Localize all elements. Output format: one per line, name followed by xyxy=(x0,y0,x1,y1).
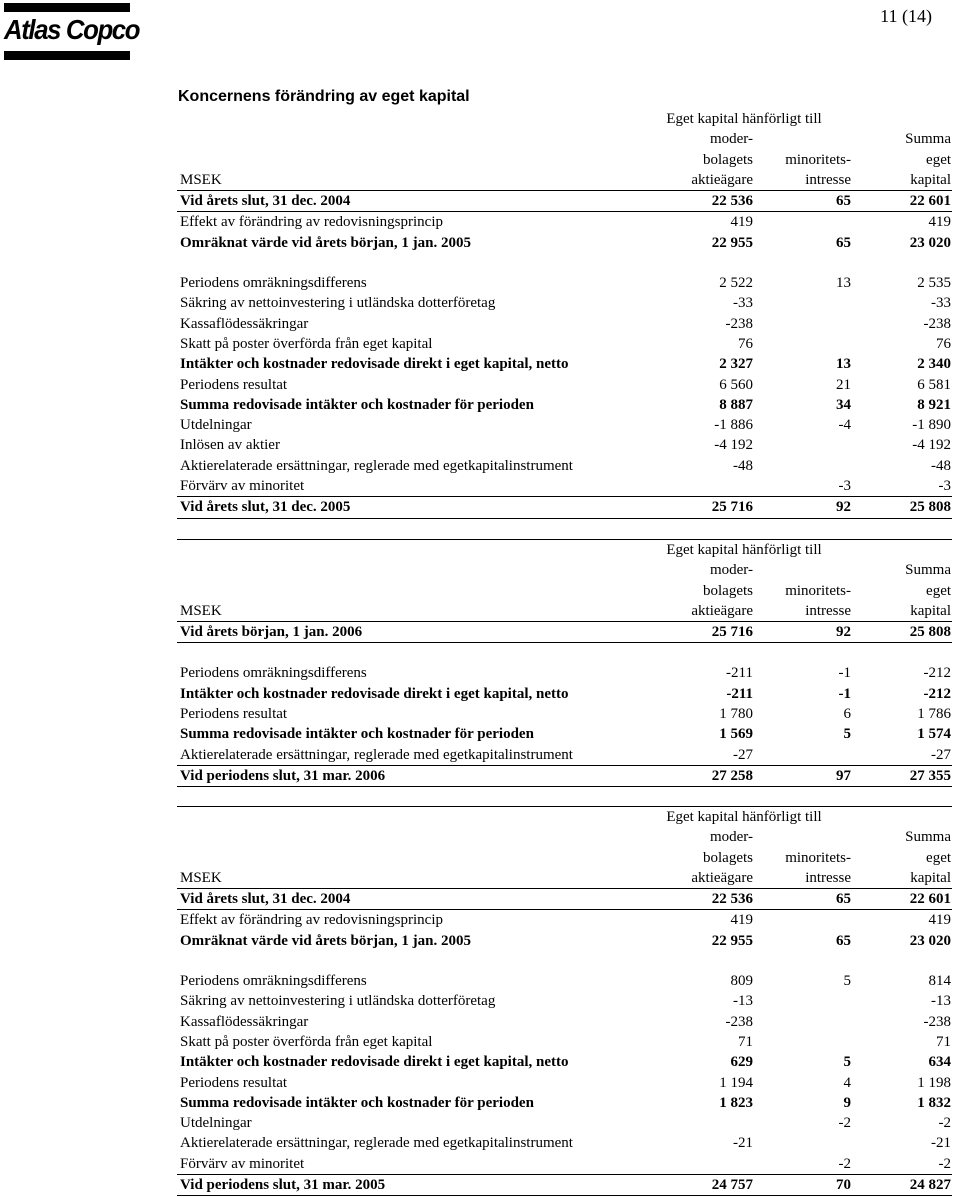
header-minoritet-line2: intresse xyxy=(754,601,852,622)
cell-minoritet xyxy=(754,334,852,354)
cell-summa: 2 340 xyxy=(917,356,952,373)
cell-summa: 22 601 xyxy=(852,191,952,212)
page-number: 11 (14) xyxy=(880,6,932,26)
header-moder-line3: aktieägare xyxy=(636,601,754,622)
table-row xyxy=(177,395,952,415)
cell-minoritet xyxy=(754,1012,852,1032)
header-minoritet-line1: minoritets- xyxy=(785,582,852,599)
header-moder-line1: moder- xyxy=(709,562,753,579)
row-label: Vid årets slut, 31 dec. 2004 xyxy=(177,191,636,212)
cell-summa: 25 808 xyxy=(852,622,952,643)
row-label: Inlösen av aktier xyxy=(180,437,280,454)
cell-summa: 419 xyxy=(928,912,952,929)
cell-summa: 2 535 xyxy=(917,275,952,292)
cell-moder: 24 757 xyxy=(636,1175,754,1196)
cell-summa: 71 xyxy=(936,1033,952,1050)
row-label: Summa redovisade intäkter och kostnader för perioden xyxy=(180,1094,534,1111)
cell-moder xyxy=(636,1154,754,1175)
cell-summa: 23 020 xyxy=(909,234,952,251)
cell-minoritet: 5 xyxy=(843,973,852,990)
cell-minoritet xyxy=(754,293,852,313)
cell-minoritet: -2 xyxy=(838,1115,852,1132)
table-row xyxy=(177,684,952,704)
cell-minoritet: 65 xyxy=(754,191,852,212)
cell-summa: 814 xyxy=(928,973,952,990)
cell-moder: 22 955 xyxy=(711,234,753,251)
header-blank xyxy=(754,129,852,149)
row-label: Kassaflödessäkringar xyxy=(180,1013,309,1030)
table-row xyxy=(177,334,952,354)
header-blank xyxy=(754,560,852,580)
table-row xyxy=(177,354,952,374)
spacer-cell xyxy=(754,951,852,971)
cell-minoritet xyxy=(754,991,852,1011)
spacer-cell xyxy=(177,253,636,273)
cell-moder: 71 xyxy=(738,1033,753,1050)
header-group-title: Eget kapital hänförligt till xyxy=(666,111,822,127)
cell-summa: -33 xyxy=(931,295,952,312)
header-group-title: Eget kapital hänförligt till xyxy=(636,540,852,561)
header-row-line1 xyxy=(177,560,952,580)
table-row xyxy=(177,622,952,643)
header-summa-line1: Summa xyxy=(905,131,952,148)
cell-summa: 1 786 xyxy=(917,706,952,723)
spacer-cell xyxy=(852,253,952,273)
cell-minoritet: 65 xyxy=(836,932,852,949)
header-moder-line1: moder- xyxy=(709,829,753,846)
cell-moder: 629 xyxy=(730,1054,753,1071)
cell-summa: 76 xyxy=(936,335,952,352)
spacer-cell xyxy=(754,643,852,664)
row-label: Vid periodens slut, 31 mar. 2006 xyxy=(177,765,636,786)
cell-moder: -1 886 xyxy=(714,417,753,434)
header-unit: MSEK xyxy=(177,868,636,889)
cell-summa: 25 808 xyxy=(852,497,952,518)
header-moder-line1: moder- xyxy=(709,131,753,148)
cell-moder: -238 xyxy=(725,315,753,332)
header-moder-line3: aktieägare xyxy=(636,170,754,191)
cell-moder: -21 xyxy=(733,1135,753,1152)
cell-minoritet: -2 xyxy=(754,1154,852,1175)
cell-moder: 76 xyxy=(738,335,753,352)
cell-moder: 1 823 xyxy=(719,1094,753,1111)
cell-minoritet xyxy=(754,1032,852,1052)
header-blank xyxy=(177,848,636,868)
cell-summa: 1 574 xyxy=(917,726,952,743)
header-minoritet-line1: minoritets- xyxy=(785,151,852,168)
header-row-line3 xyxy=(177,601,952,622)
table-row xyxy=(177,212,952,233)
row-label: Aktierelaterade ersättningar, reglerade med egetkapitalinstrument xyxy=(180,1135,573,1152)
header-moder-line2: bolagets xyxy=(703,582,753,599)
equity-table-2005 xyxy=(177,109,952,519)
cell-minoritet xyxy=(754,212,852,233)
header-summa-line2: eget xyxy=(926,151,952,168)
table-row xyxy=(177,476,952,497)
cell-moder: -211 xyxy=(726,685,753,702)
spacer-cell xyxy=(636,951,754,971)
cell-moder: 2 522 xyxy=(719,275,753,292)
cell-summa: -2 xyxy=(938,1115,952,1132)
header-row-line1 xyxy=(177,129,952,149)
table-row xyxy=(177,497,952,518)
row-label: Effekt av förändring av redovisningsprincip xyxy=(180,912,443,929)
cell-summa: -238 xyxy=(923,1013,952,1030)
cell-moder: 27 258 xyxy=(636,765,754,786)
header-summa-line2: eget xyxy=(926,582,952,599)
cell-minoritet: 65 xyxy=(754,889,852,910)
cell-minoritet xyxy=(754,910,852,931)
spacer-cell xyxy=(177,643,636,664)
cell-moder: 419 xyxy=(730,912,753,929)
header-row-line3 xyxy=(177,868,952,889)
table-row xyxy=(177,273,952,293)
table-row xyxy=(177,1133,952,1153)
cell-summa: 27 355 xyxy=(852,765,952,786)
cell-minoritet xyxy=(754,745,852,766)
table-row xyxy=(177,910,952,931)
cell-moder: -27 xyxy=(636,745,754,766)
header-minoritet-line1: minoritets- xyxy=(785,849,852,866)
cell-moder: -238 xyxy=(725,1013,753,1030)
cell-minoritet: 65 xyxy=(836,234,852,251)
row-label: Summa redovisade intäkter och kostnader för perioden xyxy=(180,726,534,743)
cell-minoritet xyxy=(754,314,852,334)
cell-summa: -21 xyxy=(931,1135,952,1152)
spacer-cell xyxy=(754,253,852,273)
cell-summa: 6 581 xyxy=(917,376,952,393)
equity-table-2006-q1 xyxy=(177,539,952,787)
cell-summa: -48 xyxy=(931,457,952,474)
cell-minoritet: 92 xyxy=(754,497,852,518)
table-row xyxy=(177,1113,952,1133)
row-label: Effekt av förändring av redovisningsprincip xyxy=(180,214,443,231)
header-row-line1 xyxy=(177,827,952,847)
header-row-group xyxy=(177,109,952,129)
row-label: Periodens resultat xyxy=(180,1074,288,1091)
table-row xyxy=(177,745,952,766)
logo-bar-top xyxy=(4,3,130,12)
table-row xyxy=(177,233,952,253)
table-row xyxy=(177,889,952,910)
row-label: Periodens resultat xyxy=(180,706,288,723)
cell-summa: -13 xyxy=(931,993,952,1010)
cell-minoritet: 21 xyxy=(836,376,852,393)
header-blank xyxy=(177,560,636,580)
table-row xyxy=(177,435,952,455)
spacer-row xyxy=(177,643,952,664)
table-row xyxy=(177,991,952,1011)
header-row-line2 xyxy=(177,848,952,868)
table-row xyxy=(177,971,952,991)
header-minoritet-line2: intresse xyxy=(754,868,852,889)
row-label: Vid årets slut, 31 dec. 2004 xyxy=(177,889,636,910)
header-group-title: Eget kapital hänförligt till xyxy=(636,807,852,828)
header-moder-line2: bolagets xyxy=(703,151,753,168)
table-row xyxy=(177,293,952,313)
table-row xyxy=(177,191,952,212)
cell-moder xyxy=(636,1113,754,1133)
cell-minoritet: -3 xyxy=(754,476,852,497)
header-minoritet-line2: intresse xyxy=(754,170,852,191)
table-row xyxy=(177,1032,952,1052)
table-row xyxy=(177,931,952,951)
page-title: Koncernens förändring av eget kapital xyxy=(178,88,470,105)
header-summa-line3: kapital xyxy=(852,601,952,622)
cell-minoritet: 92 xyxy=(754,622,852,643)
header-unit: MSEK xyxy=(177,170,636,191)
cell-minoritet: 13 xyxy=(836,356,852,373)
spacer-cell xyxy=(852,951,952,971)
row-label: Utdelningar xyxy=(180,1115,252,1132)
row-label: Intäkter och kostnader redovisade direkt i eget kapital, netto xyxy=(180,1054,569,1071)
cell-summa: -238 xyxy=(923,315,952,332)
cell-moder: 6 560 xyxy=(719,376,753,393)
cell-minoritet: 5 xyxy=(843,726,852,743)
cell-summa: -3 xyxy=(852,476,952,497)
row-label: Periodens omräkningsdifferens xyxy=(180,973,367,990)
row-label: Vid årets början, 1 jan. 2006 xyxy=(177,622,636,643)
cell-summa: 8 921 xyxy=(917,396,952,413)
cell-moder: 22 536 xyxy=(636,889,754,910)
cell-minoritet: 97 xyxy=(754,765,852,786)
header-blank xyxy=(852,807,952,828)
cell-moder: 2 327 xyxy=(719,356,753,373)
row-label: Periodens omräkningsdifferens xyxy=(180,275,367,292)
row-label: Summa redovisade intäkter och kostnader för perioden xyxy=(180,396,534,413)
cell-moder: -33 xyxy=(733,295,753,312)
cell-summa: 1 832 xyxy=(917,1094,952,1111)
header-blank xyxy=(852,540,952,561)
cell-summa: -212 xyxy=(923,665,952,682)
cell-summa: -1 890 xyxy=(912,417,952,434)
cell-moder: 8 887 xyxy=(719,396,753,413)
cell-summa: 24 827 xyxy=(852,1175,952,1196)
header-row-group xyxy=(177,540,952,561)
header-blank xyxy=(177,827,636,847)
cell-summa: 23 020 xyxy=(909,932,952,949)
table-row xyxy=(177,415,952,435)
row-label: Omräknat värde vid årets början, 1 jan. 2005 xyxy=(180,234,471,251)
table-row xyxy=(177,1093,952,1113)
logo-bar-bottom xyxy=(4,51,130,60)
table-row xyxy=(177,1052,952,1072)
cell-minoritet: 9 xyxy=(843,1094,852,1111)
table-row xyxy=(177,724,952,744)
header-row-line2 xyxy=(177,150,952,170)
cell-minoritet: 6 xyxy=(843,706,852,723)
row-label: Aktierelaterade ersättningar, reglerade med egetkapitalinstrument xyxy=(177,745,636,766)
cell-minoritet: -4 xyxy=(838,417,852,434)
cell-moder: -4 192 xyxy=(714,437,753,454)
header-summa-line1: Summa xyxy=(905,562,952,579)
header-blank xyxy=(177,807,636,828)
table-row xyxy=(177,1175,952,1196)
header-summa-line1: Summa xyxy=(905,829,952,846)
equity-table-2005-q1 xyxy=(177,806,952,1196)
table-row xyxy=(177,765,952,786)
cell-moder: 22 955 xyxy=(711,932,753,949)
header-blank xyxy=(177,129,636,149)
cell-summa: -2 xyxy=(852,1154,952,1175)
cell-moder: -211 xyxy=(726,665,753,682)
spacer-cell xyxy=(636,253,754,273)
row-label: Säkring av nettoinvestering i utländska dotterföretag xyxy=(180,295,496,312)
row-label: Utdelningar xyxy=(180,417,252,434)
cell-minoritet: 13 xyxy=(836,275,852,292)
cell-moder: 419 xyxy=(730,214,753,231)
cell-minoritet xyxy=(754,456,852,476)
spacer-cell xyxy=(636,643,754,664)
cell-moder: 1 780 xyxy=(719,706,753,723)
row-label: Periodens omräkningsdifferens xyxy=(180,665,367,682)
table-row xyxy=(177,314,952,334)
cell-moder: 25 716 xyxy=(636,497,754,518)
header-row-line2 xyxy=(177,581,952,601)
header-blank xyxy=(754,827,852,847)
cell-summa: -212 xyxy=(923,685,952,702)
table-row xyxy=(177,1154,952,1175)
table-row xyxy=(177,663,952,683)
row-label: Skatt på poster överförda från eget kapital xyxy=(180,335,433,352)
header-unit: MSEK xyxy=(177,601,636,622)
table-row xyxy=(177,456,952,476)
cell-moder: 1 569 xyxy=(719,726,753,743)
row-label: Intäkter och kostnader redovisade direkt i eget kapital, netto xyxy=(180,685,569,702)
cell-summa: 22 601 xyxy=(852,889,952,910)
header-blank xyxy=(177,109,636,129)
cell-minoritet: -1 xyxy=(838,665,852,682)
cell-summa: 634 xyxy=(928,1054,952,1071)
cell-summa: 419 xyxy=(928,214,952,231)
header-summa-line3: kapital xyxy=(852,170,952,191)
table-row xyxy=(177,375,952,395)
row-label: Omräknat värde vid årets början, 1 jan. 2005 xyxy=(180,932,471,949)
header-blank xyxy=(177,540,636,561)
header-summa-line2: eget xyxy=(926,849,952,866)
cell-moder: -48 xyxy=(733,457,753,474)
cell-moder xyxy=(636,476,754,497)
row-label: Säkring av nettoinvestering i utländska dotterföretag xyxy=(180,993,496,1010)
cell-summa: -27 xyxy=(852,745,952,766)
cell-moder: 809 xyxy=(730,973,753,990)
cell-moder: 1 194 xyxy=(719,1074,753,1091)
row-label: Aktierelaterade ersättningar, reglerade med egetkapitalinstrument xyxy=(180,457,573,474)
row-label: Förvärv av minoritet xyxy=(177,476,636,497)
cell-minoritet: 5 xyxy=(843,1054,852,1071)
row-label: Vid årets slut, 31 dec. 2005 xyxy=(177,497,636,518)
header-blank xyxy=(852,109,952,129)
cell-minoritet: 70 xyxy=(754,1175,852,1196)
header-blank xyxy=(177,150,636,170)
row-label: Vid periodens slut, 31 mar. 2005 xyxy=(177,1175,636,1196)
cell-minoritet xyxy=(754,1133,852,1153)
cell-minoritet: 4 xyxy=(843,1074,852,1091)
logo-text: Atlas Copco xyxy=(4,14,140,45)
spacer-row xyxy=(177,253,952,273)
table-row xyxy=(177,1012,952,1032)
cell-moder: -13 xyxy=(733,993,753,1010)
table-row xyxy=(177,1073,952,1093)
header-moder-line3: aktieägare xyxy=(636,868,754,889)
cell-minoritet xyxy=(754,435,852,455)
table-row xyxy=(177,704,952,724)
cell-moder: 22 536 xyxy=(636,191,754,212)
cell-summa: -4 192 xyxy=(912,437,952,454)
cell-moder: 25 716 xyxy=(636,622,754,643)
row-label: Periodens resultat xyxy=(180,376,288,393)
header-summa-line3: kapital xyxy=(852,868,952,889)
cell-minoritet: 34 xyxy=(836,396,852,413)
row-label: Intäkter och kostnader redovisade direkt i eget kapital, netto xyxy=(180,356,569,373)
row-label: Skatt på poster överförda från eget kapital xyxy=(180,1033,433,1050)
cell-minoritet: -1 xyxy=(838,685,852,702)
cell-summa: 1 198 xyxy=(917,1074,952,1091)
row-label: Kassaflödessäkringar xyxy=(180,315,309,332)
header-row-group xyxy=(177,807,952,828)
header-blank xyxy=(177,581,636,601)
header-row-line3 xyxy=(177,170,952,191)
spacer-row xyxy=(177,951,952,971)
spacer-cell xyxy=(852,643,952,664)
header-moder-line2: bolagets xyxy=(703,849,753,866)
spacer-cell xyxy=(177,951,636,971)
row-label: Förvärv av minoritet xyxy=(177,1154,636,1175)
